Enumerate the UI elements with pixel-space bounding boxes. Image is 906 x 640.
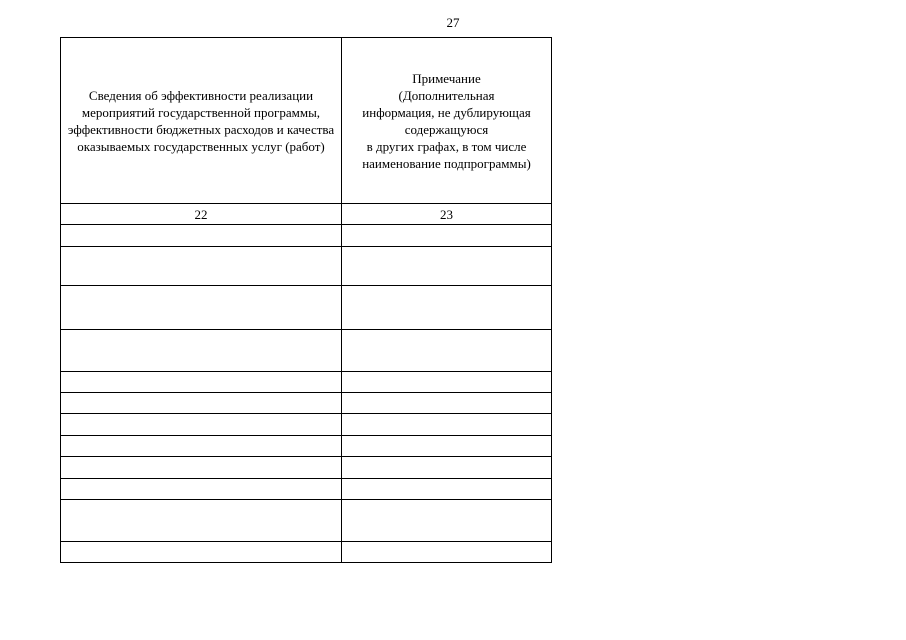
column-number-row [61, 204, 552, 225]
table-cell [342, 457, 552, 479]
table-row [61, 372, 552, 393]
header-cell-efficiency [61, 38, 342, 204]
table-row [61, 414, 552, 436]
table-row [61, 479, 552, 500]
header-efficiency-text: Сведения об эффективности реализации мероприятий государственной программы, эффективности бюджетных расходов и качества оказываемых государственных услуг (работ) [67, 87, 335, 154]
table-cell [61, 247, 342, 286]
table-cell [61, 479, 342, 500]
table-row [61, 286, 552, 330]
table-cell [342, 393, 552, 414]
header-cell-note [342, 38, 552, 204]
table-cell [61, 393, 342, 414]
page-number: 27 [446, 15, 460, 30]
report-table [60, 37, 552, 563]
table-cell [342, 542, 552, 563]
table-row [61, 457, 552, 479]
table-cell [61, 286, 342, 330]
table-cell [342, 500, 552, 542]
table-cell [342, 414, 552, 436]
table-cell [342, 436, 552, 457]
table-cell [61, 542, 342, 563]
column-number-cell: 23 [342, 204, 552, 225]
table-row [61, 225, 552, 247]
table-cell [342, 286, 552, 330]
table-cell [342, 479, 552, 500]
column-number-cell: 22 [61, 204, 342, 225]
table-row [61, 247, 552, 286]
table-cell [61, 330, 342, 372]
table-row [61, 542, 552, 563]
table-cell [342, 372, 552, 393]
table-cell [61, 436, 342, 457]
table-cell [342, 225, 552, 247]
table-cell [342, 247, 552, 286]
table-header-row [61, 38, 552, 204]
table-cell [61, 225, 342, 247]
table-row [61, 330, 552, 372]
header-note-text: Примечание (Дополнительная информация, не дублирующая содержащуюся в других графах, в том числе наименование подпрограммы) [362, 70, 531, 171]
table-cell [61, 500, 342, 542]
table-row [61, 393, 552, 414]
table-cell [61, 457, 342, 479]
table-cell [342, 330, 552, 372]
table-cell [61, 372, 342, 393]
table-row [61, 436, 552, 457]
table-row [61, 500, 552, 542]
table-cell [61, 414, 342, 436]
